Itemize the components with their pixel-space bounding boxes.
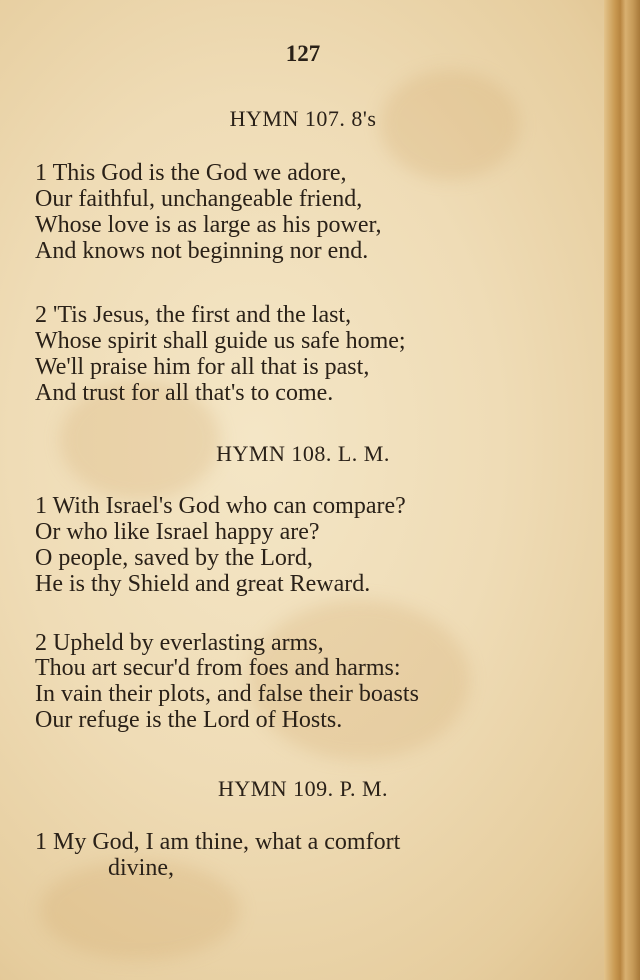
verse-line: 1 This God is the God we adore, [35, 160, 347, 186]
verse-line: Our refuge is the Lord of Hosts. [35, 707, 343, 733]
verse-line: He is thy Shield and great Reward. [35, 571, 371, 597]
verse-line: 1 With Israel's God who can compare? [35, 493, 406, 519]
verse-line: 1 My God, I am thine, what a comfort [35, 829, 401, 855]
verse-line: divine, [108, 855, 174, 881]
verse-line: Whose spirit shall guide us safe home; [35, 328, 406, 354]
verse-line: We'll praise him for all that is past, [35, 354, 370, 380]
verse-line: Our faithful, unchangeable friend, [35, 186, 363, 212]
hymn-heading: HYMN 107. 8's [229, 106, 377, 131]
book-page-edge [604, 0, 640, 980]
verse-line: And knows not beginning nor end. [35, 238, 369, 264]
verse-line: 2 Upheld by everlasting arms, [35, 630, 324, 656]
verse-line: Thou art secur'd from foes and harms: [35, 655, 401, 681]
verse-line: 2 'Tis Jesus, the first and the last, [35, 302, 352, 328]
page-number: 127 [285, 41, 321, 66]
verse-line: Whose love is as large as his power, [35, 212, 382, 238]
verse-line: In vain their plots, and false their boasts [35, 681, 419, 707]
verse-line: Or who like Israel happy are? [35, 519, 320, 545]
hymn-heading: HYMN 108. L. M. [216, 441, 390, 466]
hymn-heading: HYMN 109. P. M. [217, 776, 389, 801]
verse-line: O people, saved by the Lord, [35, 545, 313, 571]
verse-line: And trust for all that's to come. [35, 380, 334, 406]
